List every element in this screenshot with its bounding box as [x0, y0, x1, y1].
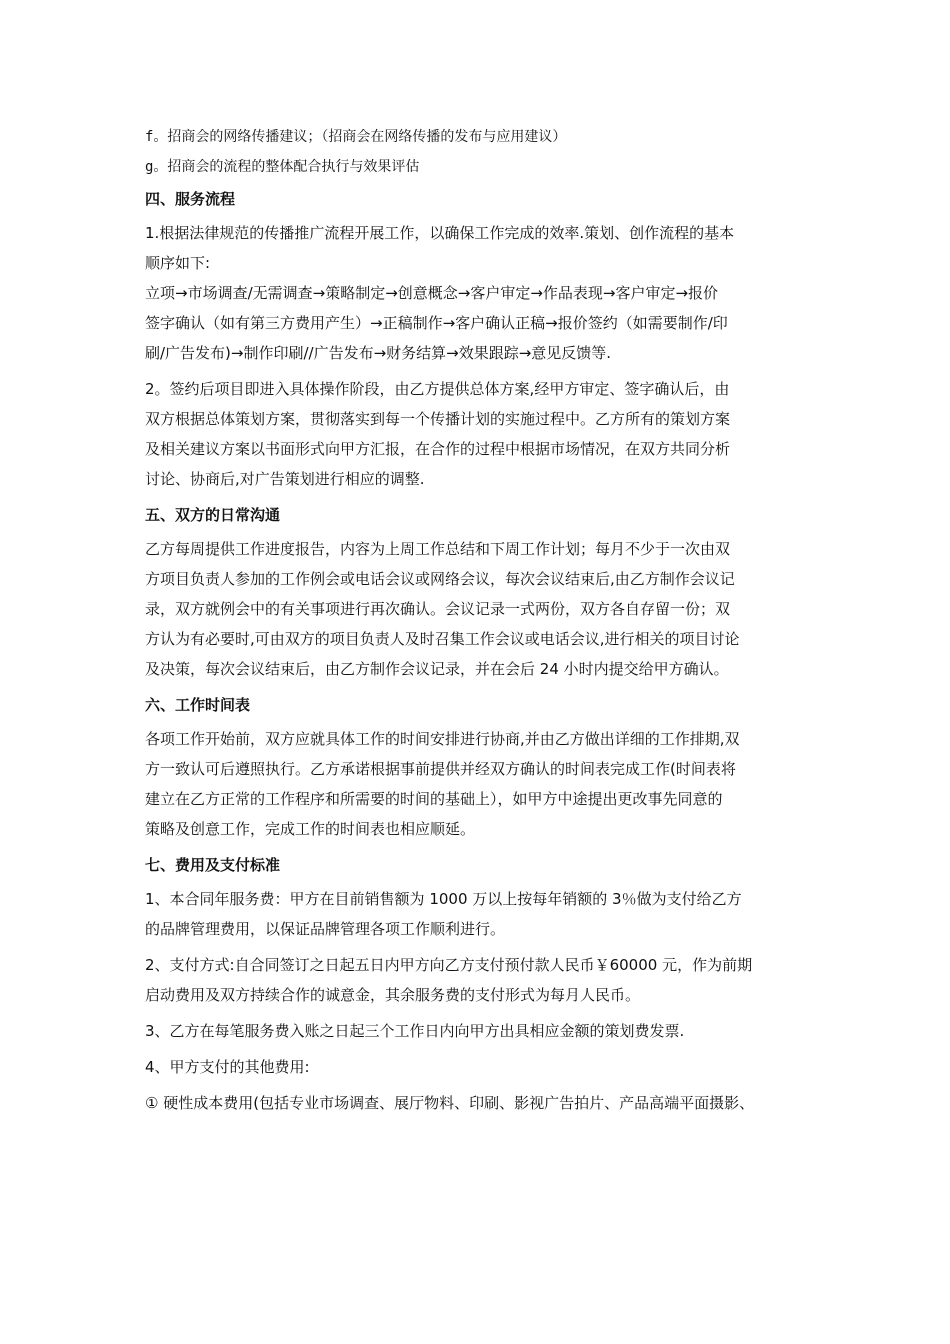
text-line: 乙方每周提供工作进度报告，内容为上周工作总结和下周工作计划；每月不少于一次由双	[145, 540, 731, 558]
section-heading-service-process: 四、服务流程	[145, 190, 236, 208]
text-line: 3、乙方在每笔服务费入账之日起三个工作日内向甲方出具相应金额的策划费发票.	[145, 1022, 685, 1040]
section-heading-communication: 五、双方的日常沟通	[145, 506, 281, 524]
text-line: 双方根据总体策划方案，贯彻落实到每一个传播计划的实施过程中。乙方所有的策划方案	[145, 410, 731, 428]
text-line: 策略及创意工作，完成工作的时间表也相应顺延。	[145, 820, 476, 838]
text-line: 2、支付方式:自合同签订之日起五日内甲方向乙方支付预付款人民币￥60000 元，作为前期	[145, 956, 753, 974]
text-line: 各项工作开始前，双方应就具体工作的时间安排进行协商,并由乙方做出详细的工作排期,双	[145, 730, 740, 748]
paragraph-process-steps	[145, 278, 817, 368]
item-f: f。招商会的网络传播建议；（招商会在网络传播的发布与应用建议）	[145, 129, 567, 145]
text-line: 及相关建议方案以书面形式向甲方汇报，在合作的过程中根据市场情况，在双方共同分析	[145, 440, 731, 458]
text-line: 2。签约后项目即进入具体操作阶段，由乙方提供总体方案,经甲方审定、签字确认后，由	[145, 380, 730, 398]
text-line: 顺序如下:	[145, 254, 211, 272]
text-line: 录，双方就例会中的有关事项进行再次确认。会议记录一式两份，双方各自存留一份；双	[145, 600, 731, 618]
text-line: 1、本合同年服务费：甲方在目前销售额为 1000 万以上按每年销额的 3％做为支付给乙方	[145, 890, 742, 908]
text-line: 讨论、协商后,对广告策划进行相应的调整.	[145, 470, 425, 488]
paragraph-other-fees	[145, 1052, 817, 1082]
text-line: 1.根据法律规范的传播推广流程开展工作，以确保工作完成的效率.策划、创作流程的基本	[145, 224, 735, 242]
text-line: 方项目负责人参加的工作例会或电话会议或网络会议，每次会议结束后,由乙方制作会议记	[145, 570, 735, 588]
text-line: 立项→市场调查/无需调查→策略制定→创意概念→客户审定→作品表现→客户审定→报价	[145, 284, 719, 302]
paragraph-signing-stage	[145, 374, 817, 494]
text-line: 及决策，每次会议结束后，由乙方制作会议记录，并在会后 24 小时内提交给甲方确认。	[145, 660, 729, 678]
paragraph-invoice	[145, 1016, 817, 1046]
document-body	[145, 122, 817, 1124]
text-line: 方一致认可后遵照执行。乙方承诺根据事前提供并经双方确认的时间表完成工作(时间表将	[145, 760, 736, 778]
paragraph-schedule	[145, 724, 817, 844]
text-line: 的品牌管理费用，以保证品牌管理各项工作顺利进行。	[145, 920, 506, 938]
section-heading-fees: 七、费用及支付标准	[145, 856, 281, 874]
paragraph-annual-fee	[145, 884, 817, 944]
paragraph-communication	[145, 534, 817, 684]
text-line: 4、甲方支付的其他费用:	[145, 1058, 310, 1076]
text-line: 刷/广告发布)→制作印刷//广告发布→财务结算→效果跟踪→意见反馈等.	[145, 344, 612, 362]
text-line: 签字确认（如有第三方费用产生）→正稿制作→客户确认正稿→报价签约（如需要制作/印	[145, 314, 728, 332]
text-line: ① 硬性成本费用(包括专业市场调查、展厅物料、印刷、影视广告拍片、产品高端平面摄影、	[145, 1094, 755, 1112]
paragraph-payment-method	[145, 950, 817, 1010]
text-line: 启动费用及双方持续合作的诚意金，其余服务费的支付形式为每月人民币。	[145, 986, 641, 1004]
text-line: 建立在乙方正常的工作程序和所需要的时间的基础上），如甲方中途提出更改事先同意的	[145, 790, 723, 808]
text-line: 方认为有必要时,可由双方的项目负责人及时召集工作会议或电话会议,进行相关的项目讨论	[145, 630, 740, 648]
paragraph-hard-costs	[145, 1088, 817, 1118]
paragraph-process-intro	[145, 218, 817, 278]
section-heading-schedule: 六、工作时间表	[145, 696, 251, 714]
item-g: g。招商会的流程的整体配合执行与效果评估	[145, 159, 420, 175]
